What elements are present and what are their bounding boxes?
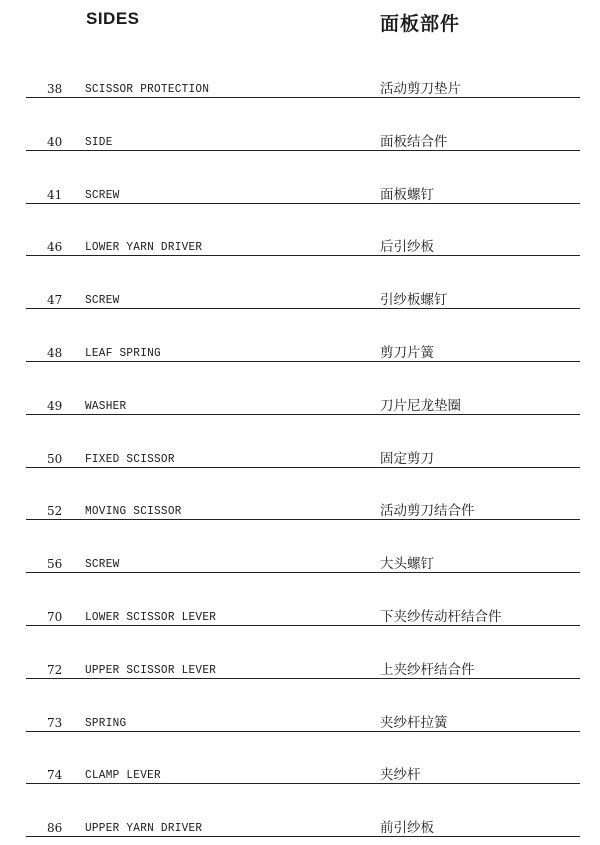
part-row [26,709,580,732]
part-name-english: LEAF SPRING [85,346,161,360]
part-number: 73 [47,715,63,730]
part-name-english: SIDE [85,134,113,149]
part-number: 38 [47,82,63,96]
part-name-chinese: 活动剪刀结合件 [380,503,475,520]
part-name-chinese: 刀片尼龙垫圈 [380,397,461,414]
part-row [26,550,580,573]
part-row [26,392,580,415]
part-row [26,814,580,837]
part-row [26,233,580,256]
part-name-chinese: 夹纱杆 [380,767,421,784]
part-name-english: SCISSOR PROTECTION [85,82,210,96]
part-number: 40 [47,134,63,149]
part-number: 41 [47,187,63,202]
part-number: 74 [47,768,63,783]
part-name-english: UPPER YARN DRIVER [85,821,203,836]
part-number: 46 [47,240,63,255]
part-name-english: CLAMP LEVER [85,768,161,783]
part-row [26,128,580,151]
part-number: 50 [47,451,63,466]
part-number: 52 [47,504,63,519]
part-name-chinese: 上夹纱杆结合件 [380,661,475,678]
part-name-english: SCREW [85,187,120,202]
part-row [26,286,580,309]
part-number: 86 [47,821,63,836]
part-name-chinese: 引纱板螺钉 [380,292,448,309]
part-name-english: SCREW [85,293,120,308]
part-number: 56 [47,557,63,572]
part-name-chinese: 固定剪刀 [380,450,434,467]
header-english-title: SIDES [86,9,140,28]
part-number: 47 [47,293,63,308]
part-name-chinese: 大头螺钉 [380,556,434,573]
part-name-chinese: 面板结合件 [380,133,448,150]
part-name-english: SCREW [85,557,120,572]
part-row [26,445,580,468]
header-chinese-title: 面板部件 [380,13,461,35]
part-name-chinese: 剪刀片簧 [380,345,434,361]
part-row [26,761,580,784]
part-row [26,656,580,679]
part-name-chinese: 后引纱板 [380,239,434,256]
part-number: 72 [47,662,63,677]
part-name-english: LOWER SCISSOR LEVER [85,610,217,624]
part-name-english: WASHER [85,398,127,413]
part-row [26,181,580,204]
part-name-chinese: 夹纱杆拉簧 [380,714,448,731]
part-row [26,603,580,626]
part-number: 49 [47,398,63,413]
part-row [26,339,580,362]
part-row [26,75,580,98]
part-name-chinese: 下夹纱传动杆结合件 [380,609,502,625]
part-name-english: MOVING SCISSOR [85,504,182,519]
part-name-english: LOWER YARN DRIVER [85,240,203,255]
part-number: 70 [47,610,63,624]
part-name-english: UPPER SCISSOR LEVER [85,662,217,677]
part-name-chinese: 面板螺钉 [380,186,434,203]
part-name-chinese: 前引纱板 [380,820,434,837]
part-row [26,497,580,520]
part-name-english: FIXED SCISSOR [85,451,175,466]
part-name-english: SPRING [85,715,127,730]
part-name-chinese: 活动剪刀垫片 [380,81,461,97]
part-number: 48 [47,346,63,360]
